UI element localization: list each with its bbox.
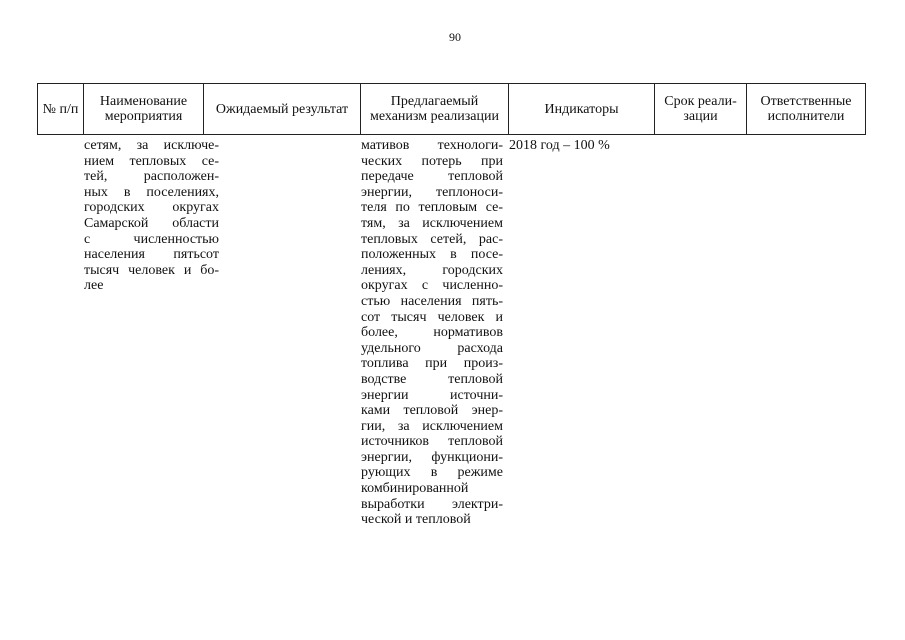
event-name-line: сетям, за исключе-	[84, 138, 219, 153]
header-executors: Ответственные исполнители	[747, 84, 866, 135]
page-number: 90	[449, 30, 461, 44]
mechanism-line: рующих в режиме	[361, 465, 503, 481]
mechanism-line: энергии источни-	[361, 387, 503, 403]
event-name-line: городских округах	[84, 200, 219, 216]
mechanism-line: источников тепловой	[361, 434, 503, 450]
header-mechanism: Предлагаемый механизм реализации	[361, 84, 509, 135]
mechanism-line: водстве тепловой	[361, 371, 503, 387]
mechanism-line: теля по тепловым се-	[361, 200, 503, 216]
event-name-line: лее	[84, 278, 104, 294]
header-expected-result: Ожидаемый результат	[204, 84, 361, 135]
mechanism-line: ческой и тепловой	[361, 512, 471, 528]
mechanism-line: комбинированной	[361, 481, 469, 497]
mechanism-line: округах с численно-	[361, 278, 503, 294]
mechanism-line: энергии, функциони-	[361, 449, 503, 465]
event-name-cell	[84, 138, 219, 294]
event-name-line: с численностью	[84, 231, 219, 247]
event-name-line: ных в поселениях,	[84, 184, 219, 200]
event-name-line: населения пятьсот	[84, 247, 219, 263]
mechanism-line: более, нормативов	[361, 325, 503, 341]
mechanism-line: тепловых сетей, рас-	[361, 231, 503, 247]
event-name-line: нием тепловых се-	[84, 153, 219, 169]
mechanism-line: выработки электри-	[361, 496, 503, 512]
mechanism-line: ками тепловой энер-	[361, 403, 503, 419]
mechanism-line: тям, за исключением	[361, 215, 503, 231]
indicator-cell: 2018 год – 100 %	[509, 138, 610, 153]
mechanism-line: мативов технологи-	[361, 138, 503, 153]
table-header	[37, 83, 866, 135]
mechanism-line: лениях, городских	[361, 262, 503, 278]
event-name-line: тей, расположен-	[84, 169, 219, 185]
header-row	[38, 84, 866, 135]
mechanism-line: гии, за исключением	[361, 418, 503, 434]
mechanism-line: энергии, теплоноси-	[361, 184, 503, 200]
header-indicators: Индикаторы	[509, 84, 655, 135]
mechanism-line: стью населения пять-	[361, 293, 503, 309]
header-num: № п/п	[38, 84, 84, 135]
mechanism-line: ческих потерь при	[361, 153, 503, 169]
event-name-line: тысяч человек и бо-	[84, 262, 219, 278]
mechanism-cell	[361, 138, 503, 528]
mechanism-line: передаче тепловой	[361, 169, 503, 185]
mechanism-line: положенных в посе-	[361, 247, 503, 263]
header-term: Срок реали-зации	[655, 84, 747, 135]
header-name: Наименование мероприятия	[84, 84, 204, 135]
mechanism-line: сот тысяч человек и	[361, 309, 503, 325]
mechanism-line: топлива при произ-	[361, 356, 503, 372]
mechanism-line: удельного расхода	[361, 340, 503, 356]
event-name-line: Самарской области	[84, 215, 219, 231]
